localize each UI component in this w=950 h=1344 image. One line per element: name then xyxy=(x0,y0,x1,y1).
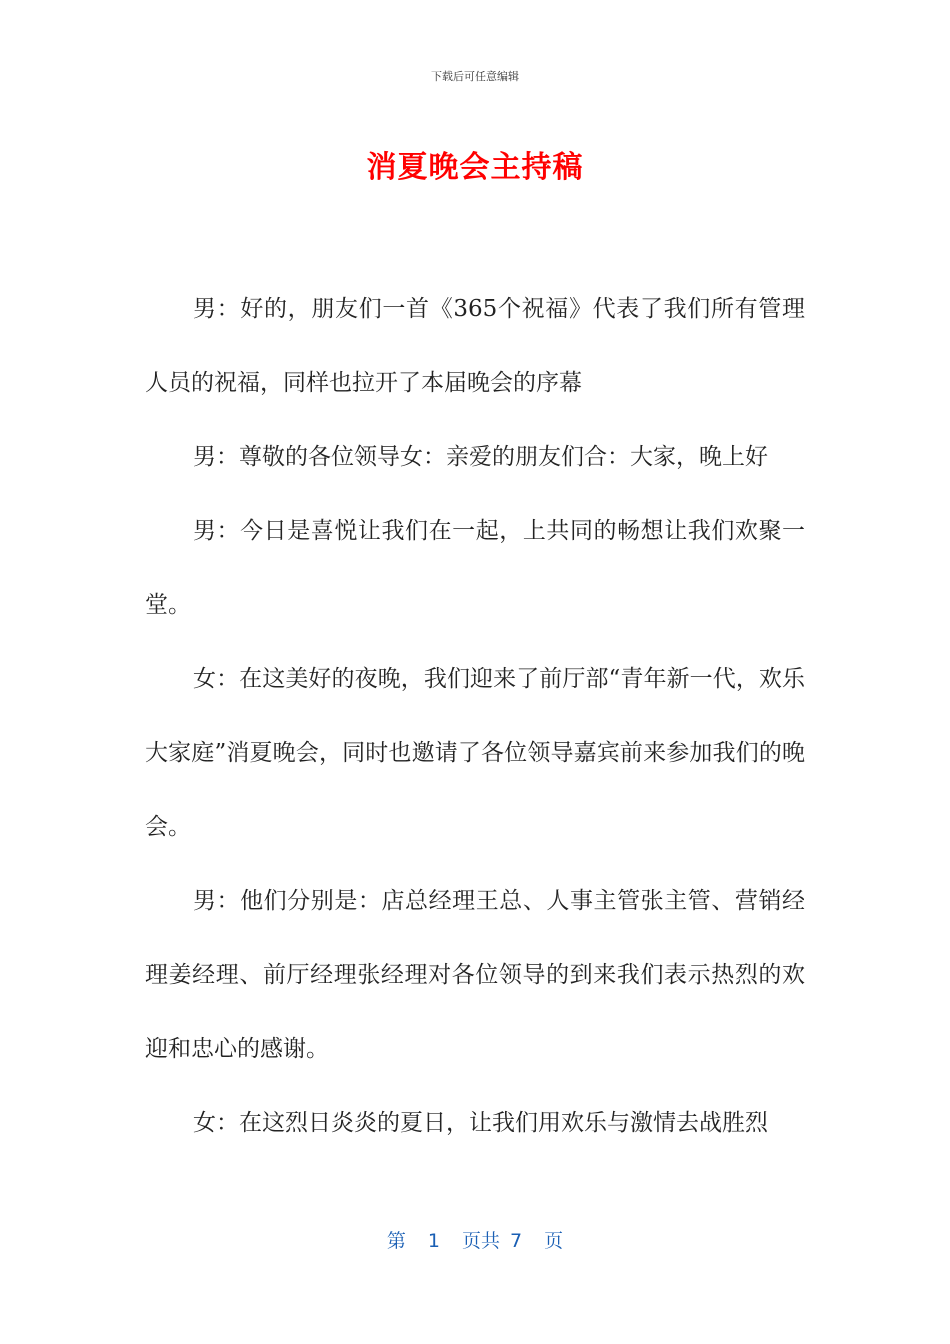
footer-suffix: 页 xyxy=(544,1230,564,1252)
paragraph: 女：在这美好的夜晚，我们迎来了前厅部“青年新一代，欢乐大家庭”消夏晚会，同时也邀请了各位领导嘉宾前来参加我们的晚会。 xyxy=(145,666,805,840)
page-number-footer xyxy=(0,1226,950,1253)
paragraph: 男：今日是喜悦让我们在一起，上共同的畅想让我们欢聚一堂。 xyxy=(145,518,805,618)
header-note: 下载后可任意编辑 xyxy=(431,70,519,83)
paragraph: 男：他们分别是：店总经理王总、人事主管张主管、营销经理姜经理、前厅经理张经理对各位领导的到来我们表示热烈的欢迎和忠心的感谢。 xyxy=(145,888,805,1062)
footer-total-pages: 7 xyxy=(510,1230,523,1252)
document-body xyxy=(145,272,805,1160)
paragraph: 男：好的，朋友们一首《365个祝福》代表了我们所有管理人员的祝福，同样也拉开了本届晚会的序幕 xyxy=(145,296,805,396)
footer-current-page: 1 xyxy=(427,1230,440,1252)
footer-middle: 页共 xyxy=(461,1230,500,1252)
page-title: 消夏晚会主持稿 xyxy=(366,150,584,185)
paragraph: 女：在这烈日炎炎的夏日，让我们用欢乐与激情去战胜烈 xyxy=(193,1110,768,1136)
paragraph: 男：尊敬的各位领导女：亲爱的朋友们合：大家，晚上好 xyxy=(193,444,768,470)
footer-prefix: 第 xyxy=(386,1230,406,1252)
